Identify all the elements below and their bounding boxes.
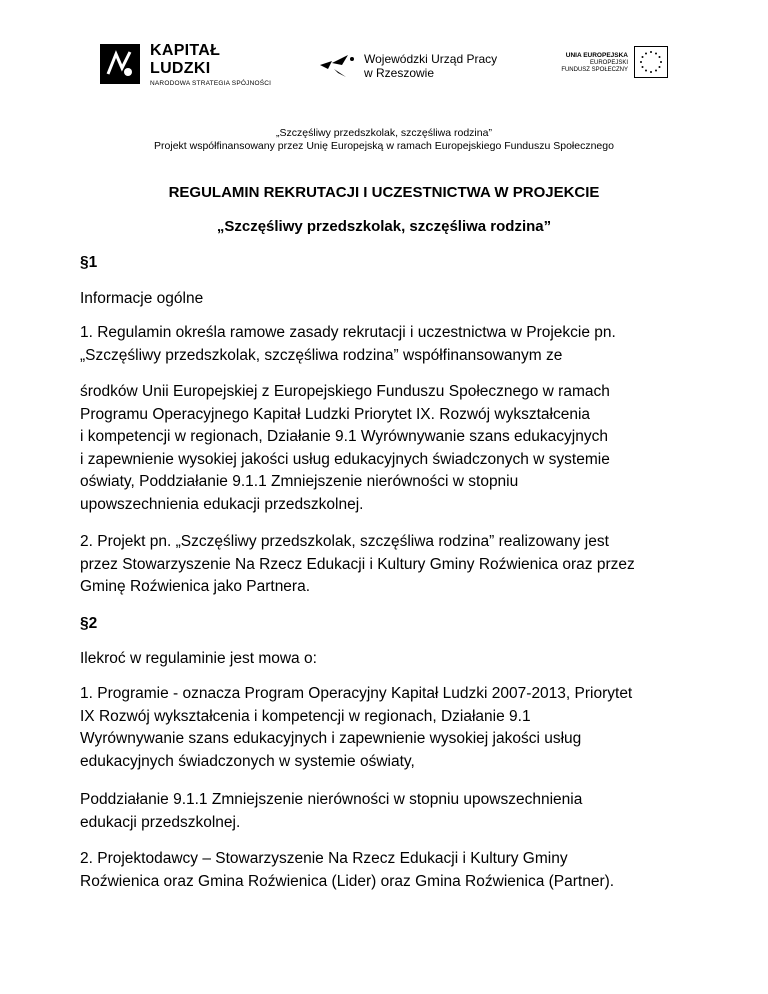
wup-name-line1: Wojewódzki Urząd Pracy (364, 52, 498, 66)
kapital-ludzki-icon (100, 44, 140, 84)
logo-bar (0, 38, 768, 88)
text-line: środków Unii Europejskiej z Europejskiego Funduszu Społecznego w ramach (80, 383, 610, 400)
general-info-heading: Informacje ogólne (80, 290, 204, 307)
eu-line3: FUNDUSZ SPOŁECZNY (561, 67, 628, 73)
header-project-name: „Szczęśliwy przedszkolak, szczęśliwa rodzina” (276, 127, 492, 139)
text-line: Poddziałanie 9.1.1 Zmniejszenie nierówności w stopniu upowszechnienia (80, 791, 583, 808)
eu-logo (548, 46, 678, 82)
paragraph-5 (80, 683, 690, 773)
wup-bird-icon (318, 51, 358, 81)
text-line: i kompetencji w regionach, Działanie 9.1 Wyrównywanie szans edukacyjnych (80, 428, 608, 446)
kapital-ludzki-title: KAPITAŁ LUDZKI (150, 41, 221, 77)
header-cofinancing-note: Projekt współfinansowany przez Unię Europejską w ramach Europejskiego Funduszu Społecznego (154, 140, 614, 152)
paragraph-3 (80, 531, 690, 599)
kapital-ludzki-subtitle: NARODOWA STRATEGIA SPÓJNOŚCI (150, 79, 272, 87)
text-line: 2. Projekt pn. „Szczęśliwy przedszkolak, szczęśliwa rodzina” realizowany jest (80, 533, 609, 550)
text-line: przez Stowarzyszenie Na Rzecz Edukacji i Kultury Gminy Roźwienica oraz przez (80, 555, 635, 573)
text-line: upowszechnienia edukacji przedszkolnej. (80, 495, 364, 513)
wup-name-line2: w Rzeszowie (364, 66, 435, 80)
paragraph-2 (80, 381, 690, 517)
eu-line1: UNIA EUROPEJSKA (565, 52, 628, 59)
text-line: 2. Projektodawcy – Stowarzyszenie Na Rzecz Edukacji i Kultury Gminy (80, 850, 568, 867)
text-line: i zapewnienie wysokiej jakości usług edukacyjnych świadczonych w systemie (80, 450, 610, 468)
kapital-ludzki-logo (100, 42, 280, 86)
text-line: edukacji przedszkolnej. (80, 813, 241, 831)
section-1-heading: §1 (80, 254, 98, 271)
text-line: edukacyjnych świadczonych w systemie oświaty, (80, 752, 415, 770)
wup-logo (318, 48, 508, 84)
text-line: Gminę Roźwienica jako Partnera. (80, 578, 311, 596)
text-line: IX Rozwój wykształcenia i kompetencji w regionach, Działanie 9.1 (80, 707, 531, 725)
text-line: Wyrównywanie szans edukacyjnych i zapewnienie wysokiej jakości usług (80, 730, 582, 748)
paragraph-7 (80, 848, 690, 893)
paragraph-6 (80, 789, 690, 834)
eu-flag-icon (634, 46, 668, 78)
text-line: 1. Programie - oznacza Program Operacyjny Kapitał Ludzki 2007-2013, Priorytet (80, 685, 633, 702)
paragraph-4: Ilekroć w regulaminie jest mowa o: (80, 650, 317, 667)
document-title: REGULAMIN REKRUTACJI I UCZESTNICTWA W PROJEKCIE (168, 184, 600, 201)
text-line: Roźwienica oraz Gmina Roźwienica (Lider) oraz Gmina Roźwienica (Partner). (80, 872, 615, 890)
text-line: 1. Regulamin określa ramowe zasady rekrutacji i uczestnictwa w Projekcie pn. (80, 324, 616, 341)
text-line: oświaty, Poddziałanie 9.1.1 Zmniejszenie nierówności w stopniu (80, 473, 519, 491)
text-line: Programu Operacyjnego Kapitał Ludzki Priorytet IX. Rozwój wykształcenia (80, 405, 591, 423)
document-subtitle: „Szczęśliwy przedszkolak, szczęśliwa rodzina” (216, 218, 552, 235)
eu-line2: EUROPEJSKI (589, 59, 628, 66)
section-2-heading: §2 (80, 615, 98, 632)
text-line: „Szczęśliwy przedszkolak, szczęśliwa rodzina” współfinansowanym ze (80, 346, 563, 364)
paragraph-1 (80, 322, 690, 367)
